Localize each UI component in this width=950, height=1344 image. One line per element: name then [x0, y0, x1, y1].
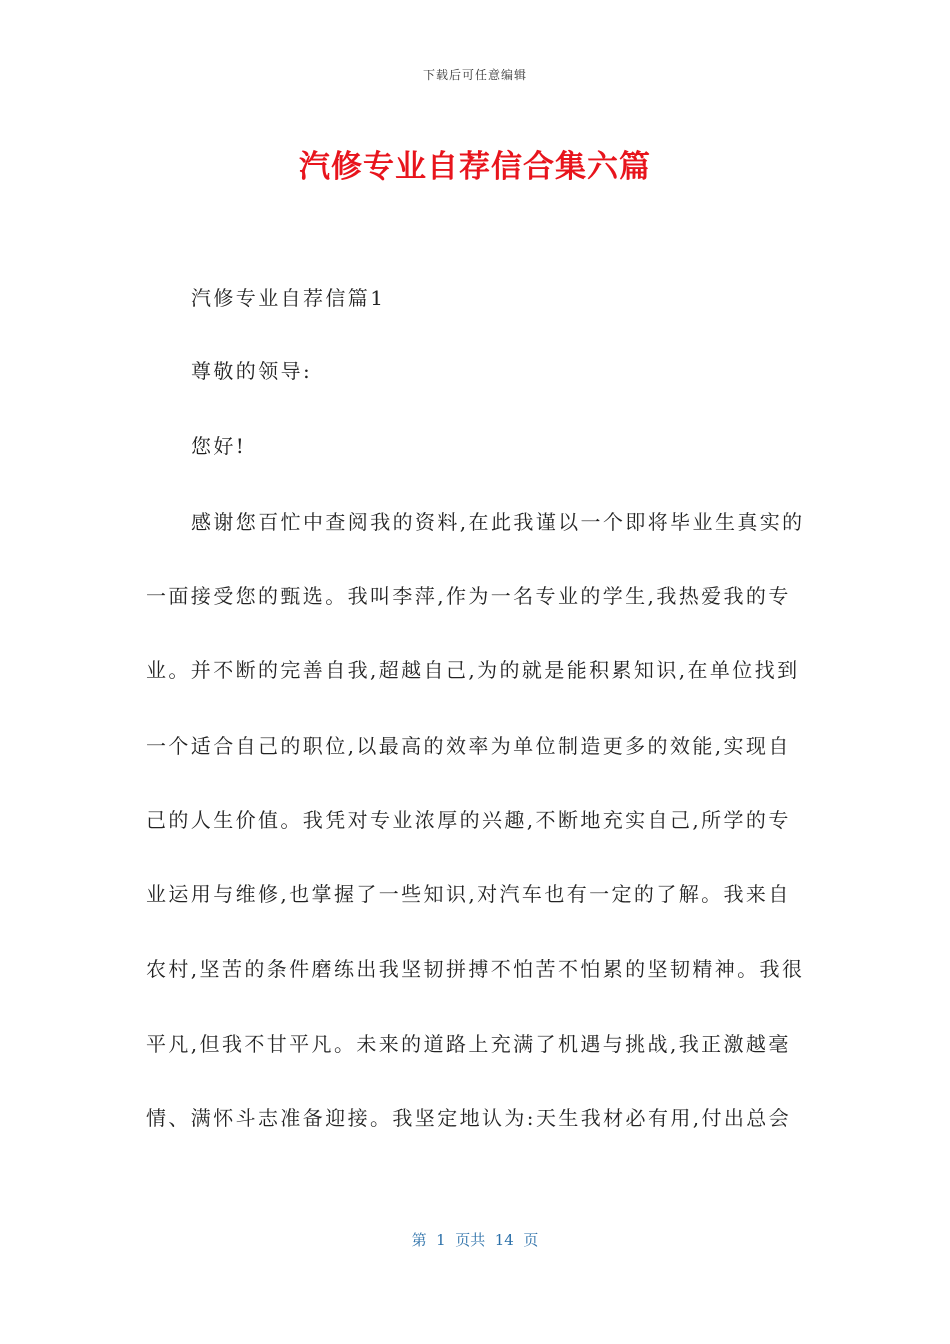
body-line: 业。并不断的完善自我,超越自己,为的就是能积累知识,在单位找到 [146, 658, 800, 682]
salutation: 尊敬的领导: [191, 359, 313, 383]
body-line: 一个适合自己的职位,以最高的效率为单位制造更多的效能,实现自 [146, 734, 791, 758]
body-line: 农村,坚苦的条件磨练出我坚韧拼搏不怕苦不怕累的坚韧精神。我很 [146, 957, 805, 981]
page-number: 第 1 页共 14 页 [411, 1231, 539, 1249]
document-title: 汽修专业自荐信合集六篇 [299, 149, 651, 185]
body-line: 业运用与维修,也掌握了一些知识,对汽车也有一定的了解。我来自 [146, 882, 791, 906]
body-line: 一面接受您的甄选。我叫李萍,作为一名专业的学生,我热爱我的专 [146, 584, 791, 608]
body-line: 情、满怀斗志准备迎接。我坚定地认为:天生我材必有用,付出总会 [146, 1106, 792, 1130]
body-line: 己的人生价值。我凭对专业浓厚的兴趣,不断地充实自己,所学的专 [146, 808, 791, 832]
header-note: 下载后可任意编辑 [422, 68, 527, 82]
greeting: 您好! [191, 434, 247, 458]
body-line: 感谢您百忙中查阅我的资料,在此我谨以一个即将毕业生真实的 [191, 510, 805, 534]
section-heading: 汽修专业自荐信篇1 [191, 286, 386, 310]
body-line: 平凡,但我不甘平凡。未来的道路上充满了机遇与挑战,我正激越毫 [146, 1032, 791, 1056]
